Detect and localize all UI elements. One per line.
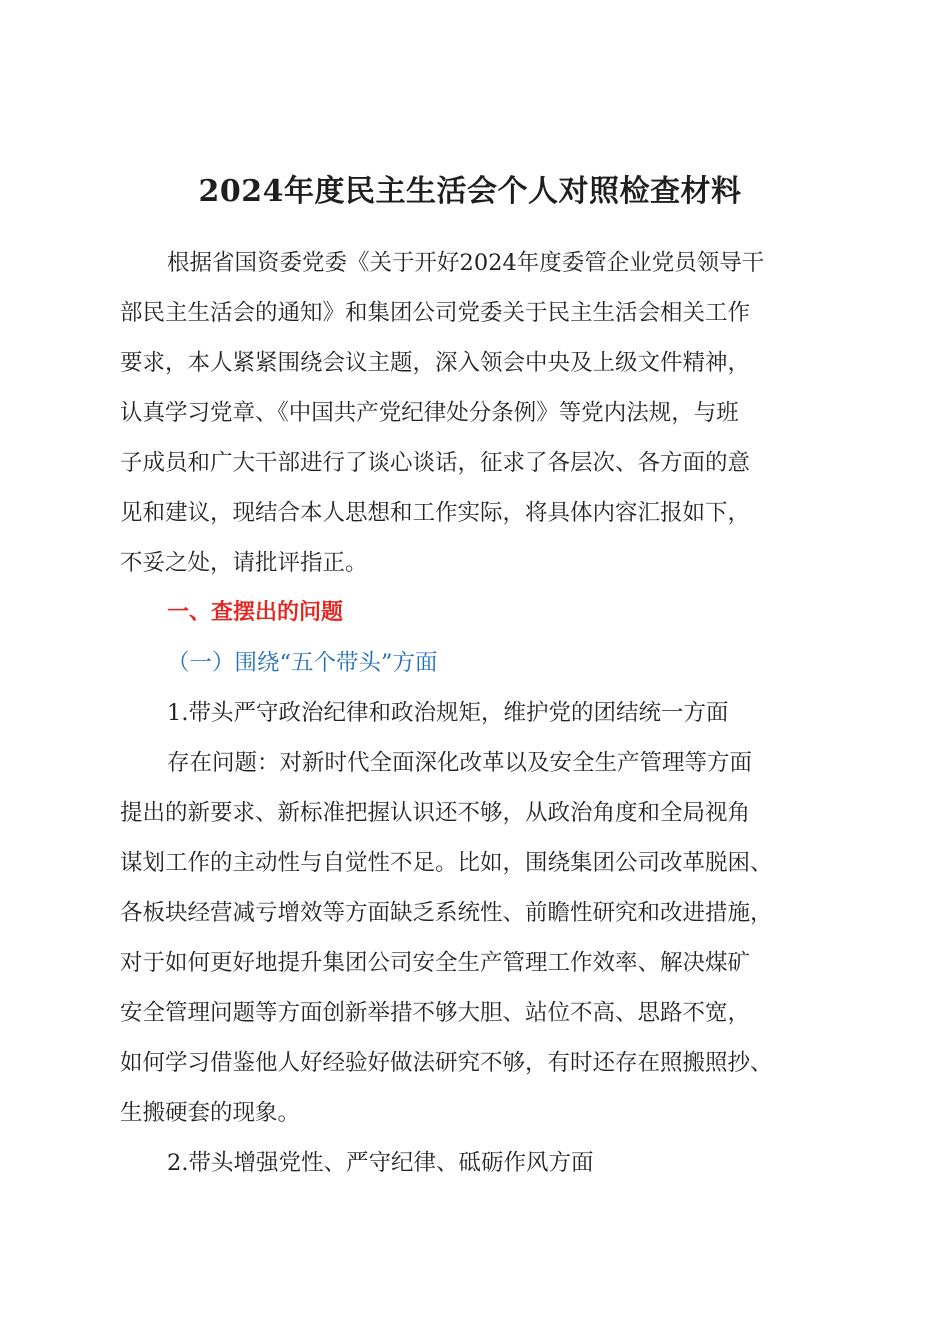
item1-body-line-1: 存在问题：对新时代全面深化改革以及安全生产管理等方面 (167, 750, 753, 776)
section-heading-problems: 一、查摆出的问题 (167, 600, 344, 625)
item1-body-line-6: 安全管理问题等方面创新举措不够大胆、站位不高、思路不宽， (120, 1000, 751, 1026)
item-heading-2: 2.带头增强党性、严守纪律、砥砺作风方面 (167, 1150, 594, 1176)
intro-line-5: 子成员和广大干部进行了谈心谈话，征求了各层次、各方面的意 (120, 450, 751, 476)
document-title: 2024年度民主生活会个人对照检查材料 (198, 174, 742, 209)
subsection-heading-five-leads: （一）围绕“五个带头”方面 (167, 650, 438, 676)
intro-line-1: 根据省国资委党委《关于开好2024年度委管企业党员领导干 (167, 250, 765, 276)
item1-body-line-8: 生搬硬套的现象。 (120, 1100, 301, 1126)
intro-line-6: 见和建议，现结合本人思想和工作实际，将具体内容汇报如下， (120, 500, 751, 526)
item1-body-line-3: 谋划工作的主动性与自觉性不足。比如，围绕集团公司改革脱困、 (120, 850, 773, 876)
item1-body-line-4: 各板块经营减亏增效等方面缺乏系统性、前瞻性研究和改进措施， (120, 900, 773, 926)
item-heading-1: 1.带头严守政治纪律和政治规矩，维护党的团结统一方面 (167, 700, 729, 726)
item1-body-line-2: 提出的新要求、新标准把握认识还不够，从政治角度和全局视角 (120, 800, 751, 826)
intro-line-4: 认真学习党章、《中国共产党纪律处分条例》等党内法规，与班 (120, 400, 739, 426)
item1-body-line-7: 如何学习借鉴他人好经验好做法研究不够，有时还存在照搬照抄、 (120, 1050, 773, 1076)
intro-line-3: 要求，本人紧紧围绕会议主题，深入领会中央及上级文件精神， (120, 350, 751, 376)
intro-line-2: 部民主生活会的通知》和集团公司党委关于民主生活会相关工作 (120, 300, 751, 326)
intro-line-7: 不妥之处，请批评指正。 (120, 550, 368, 576)
item1-body-line-5: 对于如何更好地提升集团公司安全生产管理工作效率、解决煤矿 (120, 950, 751, 976)
